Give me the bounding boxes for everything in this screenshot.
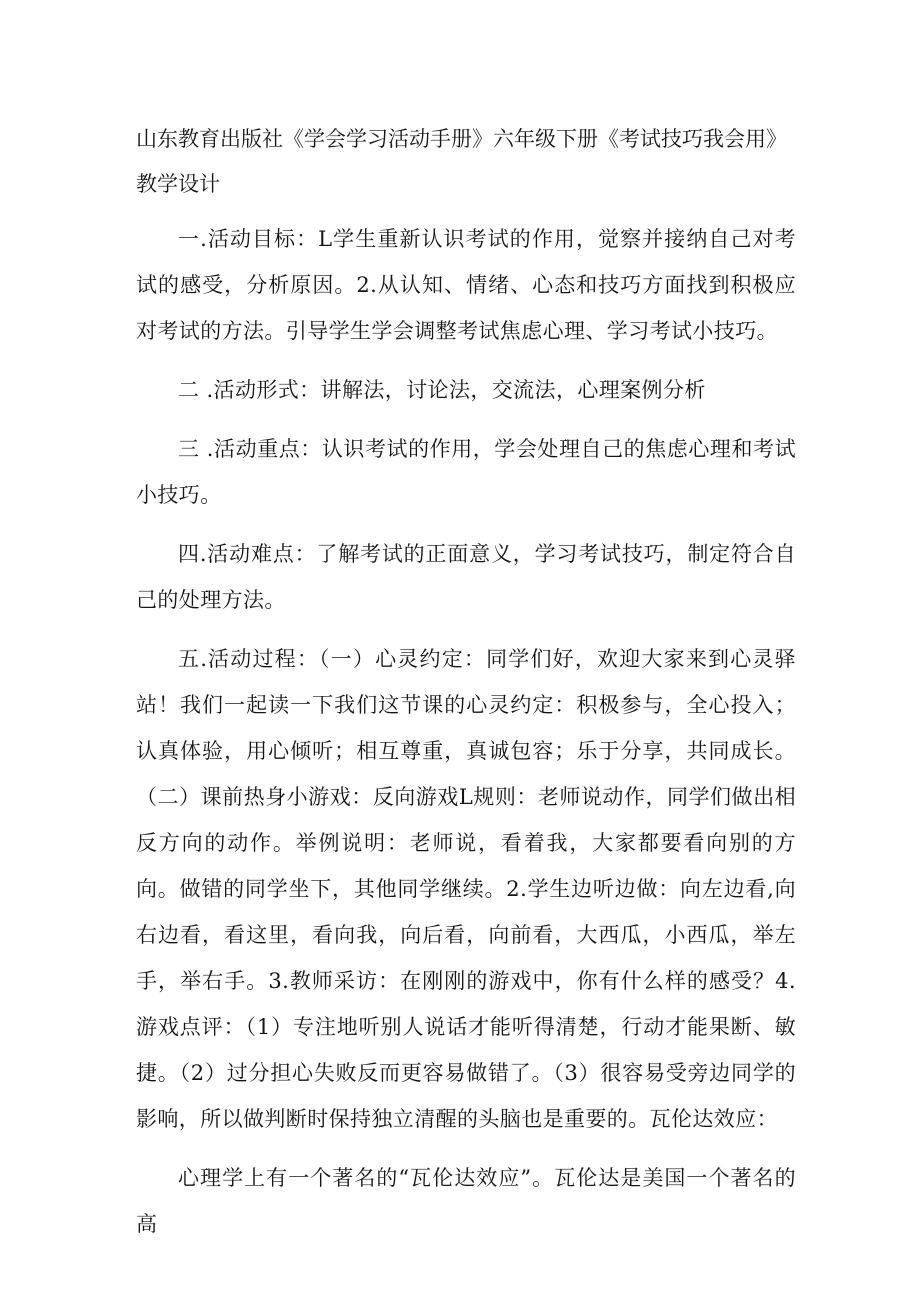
- document-title-line-2: 教学设计: [136, 172, 220, 196]
- document-body: [136, 120, 796, 1247]
- paragraph-activity-difficulty: 四.活动难点：了解考试的正面意义，学习考试技巧，制定符合自己的处理方法。: [136, 542, 796, 612]
- paragraph-wallenda-effect: 心理学上有一个著名的“瓦伦达效应”。瓦伦达是美国一个著名的高: [136, 1166, 796, 1236]
- paragraph-activity-process: 五.活动过程：（一）心灵约定：同学们好，欢迎大家来到心灵驿站！我们一起读一下我们这节课的心灵约定：积极参与，全心投入；认真体验，用心倾听；相互尊重，真诚包容；乐于分享，共同成长。（二）课前热身小游戏：反向游戏L规则：老师说动作，同学们做出相反方向的动作。举例说明：老师说，看着我，大家都要看向别的方向。做错的同学坐下，其他同学继续。2.学生边听边做：向左边看,向右边看，看这里，看向我，向后看，向前看，大西瓜，小西瓜，举左手，举右手。3.教师采访：在刚刚的游戏中，你有什么样的感受？4.游戏点评：（1）专注地听别人说话才能听得清楚，行动才能果断、敏捷。（2）过分担心失败反而更容易做错了。（3）很容易受旁边同学的影响，所以做判断时保持独立清醒的头脑也是重要的。瓦伦达效应：: [136, 647, 796, 1131]
- paragraph-activity-goals: 一.活动目标：L学生重新认识考试的作用，觉察并接纳自己对考试的感受，分析原因。2.从认知、情绪、心态和技巧方面找到积极应对考试的方法。引导学生学会调整考试焦虑心理、学习考试小技巧。: [136, 227, 796, 343]
- document-title-line-1: 山东教育出版社《学会学习活动手册》六年级下册《考试技巧我会用》: [136, 127, 787, 151]
- paragraph-activity-focus: 三 .活动重点：认识考试的作用，学会处理自己的焦虑心理和考试小技巧。: [136, 437, 796, 507]
- paragraph-activity-format: 二 .活动形式：讲解法，讨论法，交流法，心理案例分析: [178, 378, 706, 402]
